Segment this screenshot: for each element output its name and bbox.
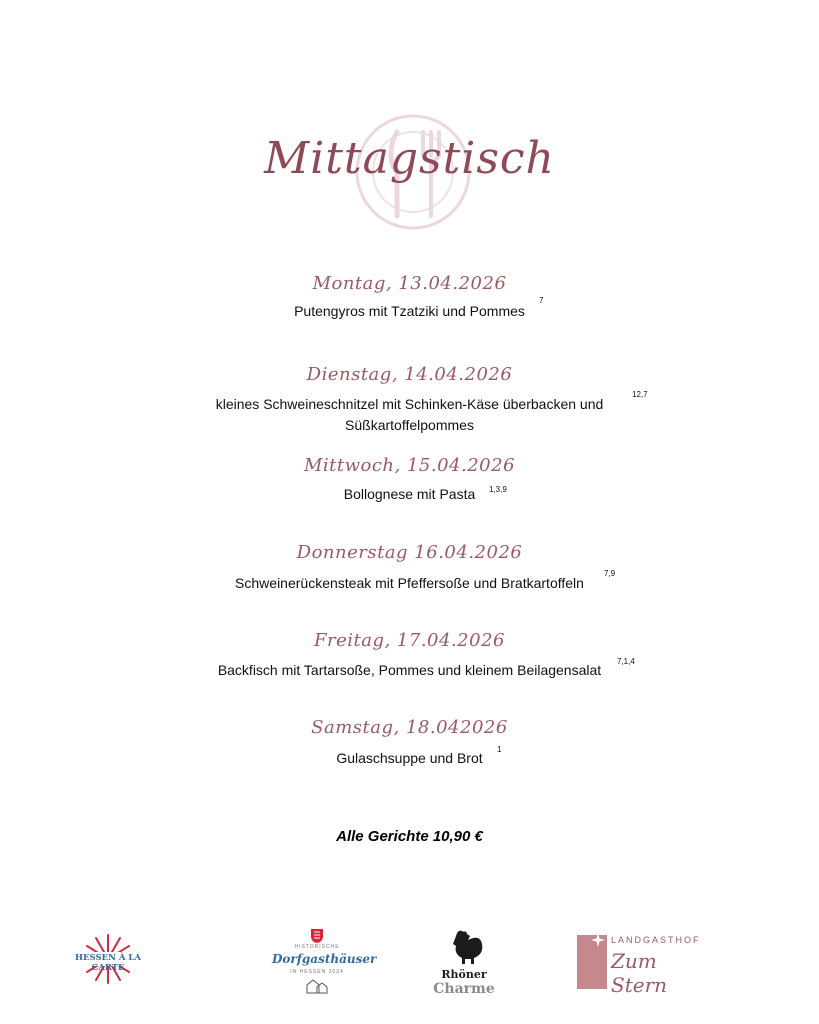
allergens-monday: 7 [539,296,544,305]
allergens-friday: 7,1,4 [617,657,635,666]
house-icon [305,978,329,994]
dorf-logo-top-text: HISTORISCHE [294,944,340,950]
coat-of-arms-icon [310,928,324,944]
rhoener-charme-logo [424,926,504,1000]
stern-logo-top-text: LANDGASTHOF [611,935,701,945]
dorfgasthaeuser-logo [272,928,377,998]
hessen-logo-text: HESSEN À LA CARTE [75,953,141,973]
dorf-logo-bottom-text: IN HESSEN 2024 [290,969,344,975]
dish-friday: Backfisch mit Tartarsoße, Pommes und kleinem Beilagensalat [217,662,602,678]
rooster-icon [446,926,486,966]
menu-header [0,105,819,235]
rhoener-logo-text: Rhöner [441,968,487,981]
zum-stern-logo [577,933,717,997]
hessen-a-la-carte-logo [58,928,158,990]
dish-wednesday: Bollognese mit Pasta [343,486,476,502]
day-heading-tuesday: Dienstag, 14.04.2026 [306,364,513,385]
dish-tuesday-line2: Süßkartoffelpommes [345,417,474,433]
charme-logo-text: Charme [433,981,495,997]
day-heading-saturday: Samstag, 18.042026 [311,717,508,738]
dish-monday: Putengyros mit Tzatziki und Pommes [294,303,525,319]
dish-thursday: Schweinerückensteak mit Pfeffersoße und Bratkartoffeln [235,575,584,591]
dish-tuesday: kleines Schweineschnitzel mit Schinken-Käse überbacken und [215,396,604,412]
allergens-wednesday: 1,3,9 [489,485,507,494]
allergens-thursday: 7,9 [604,569,616,578]
dish-saturday: Gulaschsuppe und Brot [336,750,483,766]
day-heading-wednesday: Mittwoch, 15.04.2026 [303,455,516,476]
dorf-logo-text: Dorfgasthäuser [272,952,377,966]
day-heading-friday: Freitag, 17.04.2026 [314,630,505,651]
star-icon [591,933,605,947]
allergens-tuesday: 12,7 [632,390,648,399]
stern-logo-text: Zum Stern [611,949,668,997]
page-title: Mittagstisch [264,133,555,184]
day-heading-thursday: Donnerstag 16.04.2026 [296,542,523,563]
price-note: Alle Gerichte 10,90 € [336,828,483,845]
allergens-saturday: 1 [497,745,502,754]
day-heading-monday: Montag, 13.04.2026 [312,273,507,294]
